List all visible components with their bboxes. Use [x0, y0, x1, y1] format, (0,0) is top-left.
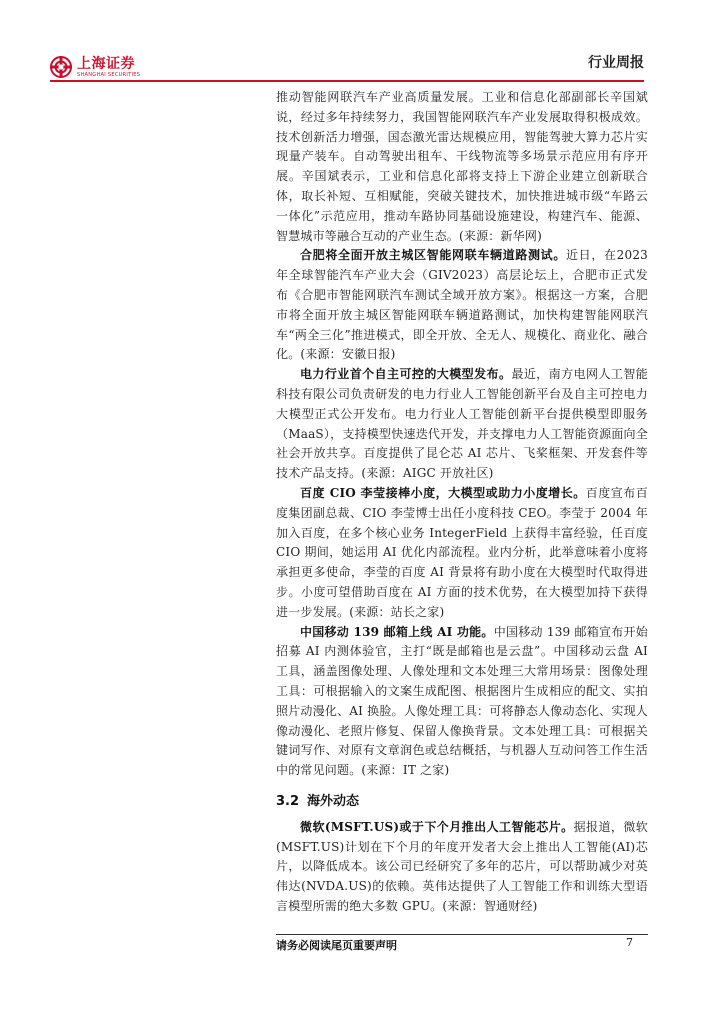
- news-item-microsoft: [276, 818, 648, 917]
- logo-english-name: SHANGHAI SECURITIES: [77, 71, 141, 78]
- news-item-power-model: [276, 365, 648, 484]
- news-body: 中国移动 139 邮箱宣布开始招募 AI 内测体验官，主打“既是邮箱也是云盘”。中国移动云盘 AI 工具，涵盖图像处理、人像处理和文本处理三大常用场景：图像处理工具：可根据输入的文案生成配图、根据图片生成相应的配文、实拍照片动漫化、AI 换脸。人像处理工具：可将静态人像动态化、实现人像动漫化、老照片修复、保留人像换背景。文本处理工具：可根据关键词写作、对原有文章润色或总结概括，与机器人互动问答工作生活中的常见问题。(来源：IT 之家): [276, 624, 648, 778]
- logo-emblem-icon: [50, 56, 72, 78]
- news-title: 百度 CIO 李莹接棒小度，大模型或助力小度增长。: [300, 485, 586, 500]
- news-title: 微软(MSFT.US)或于下个月推出人工智能芯片。: [300, 819, 574, 834]
- news-title: 中国移动 139 邮箱上线 AI 功能。: [300, 624, 494, 639]
- news-title: 合肥将全面开放主城区智能网联车辆道路测试。: [300, 248, 566, 263]
- section-title: 海外动态: [307, 793, 360, 809]
- section-number: 3.2: [276, 793, 300, 809]
- news-body: 百度宣布百度集团副总裁、CIO 李莹博士出任小度科技 CEO。李莹于 2004 年加入百度，在多个核心业务 IntegerField 上获得丰富经验，任百度 CIO 期间，她运用 AI 优化内部流程。业内分析，此举意味着小度将承担更多使命，李莹的百度 AI 背景将有助小度在大模型时代取得进步。小度可望借助百度在 AI 方面的技术优势，在大模型加持下获得进一步发展。(来源：站长之家): [276, 485, 648, 619]
- page-header: [0, 0, 724, 80]
- footer-disclaimer: 请务必阅读尾页重要声明: [276, 939, 397, 952]
- news-item-hefei: [276, 246, 648, 365]
- news-body: 最近，南方电网人工智能科技有限公司负责研发的电力行业人工智能创新平台及自主可控电力大模型正式公开发布。电力行业人工智能创新平台提供模型即服务（MaaS），支持模型快速迭代开发，并支撑电力人工智能资源面向全社会开放共享。百度提供了昆仑芯 AI 芯片、飞桨框架、开发套件等技术产品支持。(来源：AIGC 开放社区): [276, 367, 649, 481]
- news-item-baidu: [276, 484, 648, 623]
- report-type-label: 行业周报: [588, 55, 644, 71]
- logo-chinese-name: 上海证券: [77, 55, 135, 72]
- header-divider: [50, 80, 644, 82]
- footer-divider: [276, 934, 648, 935]
- section-heading: [276, 790, 648, 809]
- news-item-139-mail: [276, 623, 648, 781]
- news-body: 近日，在2023年全球智能汽车产业大会（GIV2023）高层论坛上，合肥市正式发布《合肥市智能网联汽车测试全域开放方案》。根据这一方案，合肥市将全面开放主城区智能网联车辆道路测试，加快构建智能网联汽车“两全三化”推进模式，即全开放、全无人、规模化、商业化、融合化。(来源：安徽日报): [276, 248, 649, 362]
- news-body: 据报道，微软(MSFT.US)计划在下个月的年度开发者大会上推出人工智能(AI)芯片，以降低成本。该公司已经研究了多年的芯片，可以帮助减少对英伟达(NVDA.US)的依赖。英伟达提供了人工智能工作和训练大型语言模型所需的绝大多数 GPU。(来源：智通财经): [276, 819, 648, 914]
- news-title: 电力行业首个自主可控的大模型发布。: [300, 367, 512, 382]
- page-number: 7: [626, 936, 633, 949]
- page-content: [276, 88, 648, 917]
- paragraph-continuation: 推动智能网联汽车产业高质量发展。工业和信息化部副部长辛国斌说，经过多年持续努力，我国智能网联汽车产业发展取得积极成效。技术创新活力增强，国态激光雷达规模应用，智能驾驶大算力芯片实现量产装车。自动驾驶出租车、干线物流等多场景示范应用有序开展。辛国斌表示，工业和信息化部将支持上下游企业建立创新联合体，取长补短、互相赋能，突破关键技术，加快推进城市级“车路云一体化”示范应用，推动车路协同基础设施建设，构建汽车、能源、智慧城市等融合互动的产业生态。(来源：新华网): [276, 90, 648, 243]
- company-logo: [50, 56, 140, 78]
